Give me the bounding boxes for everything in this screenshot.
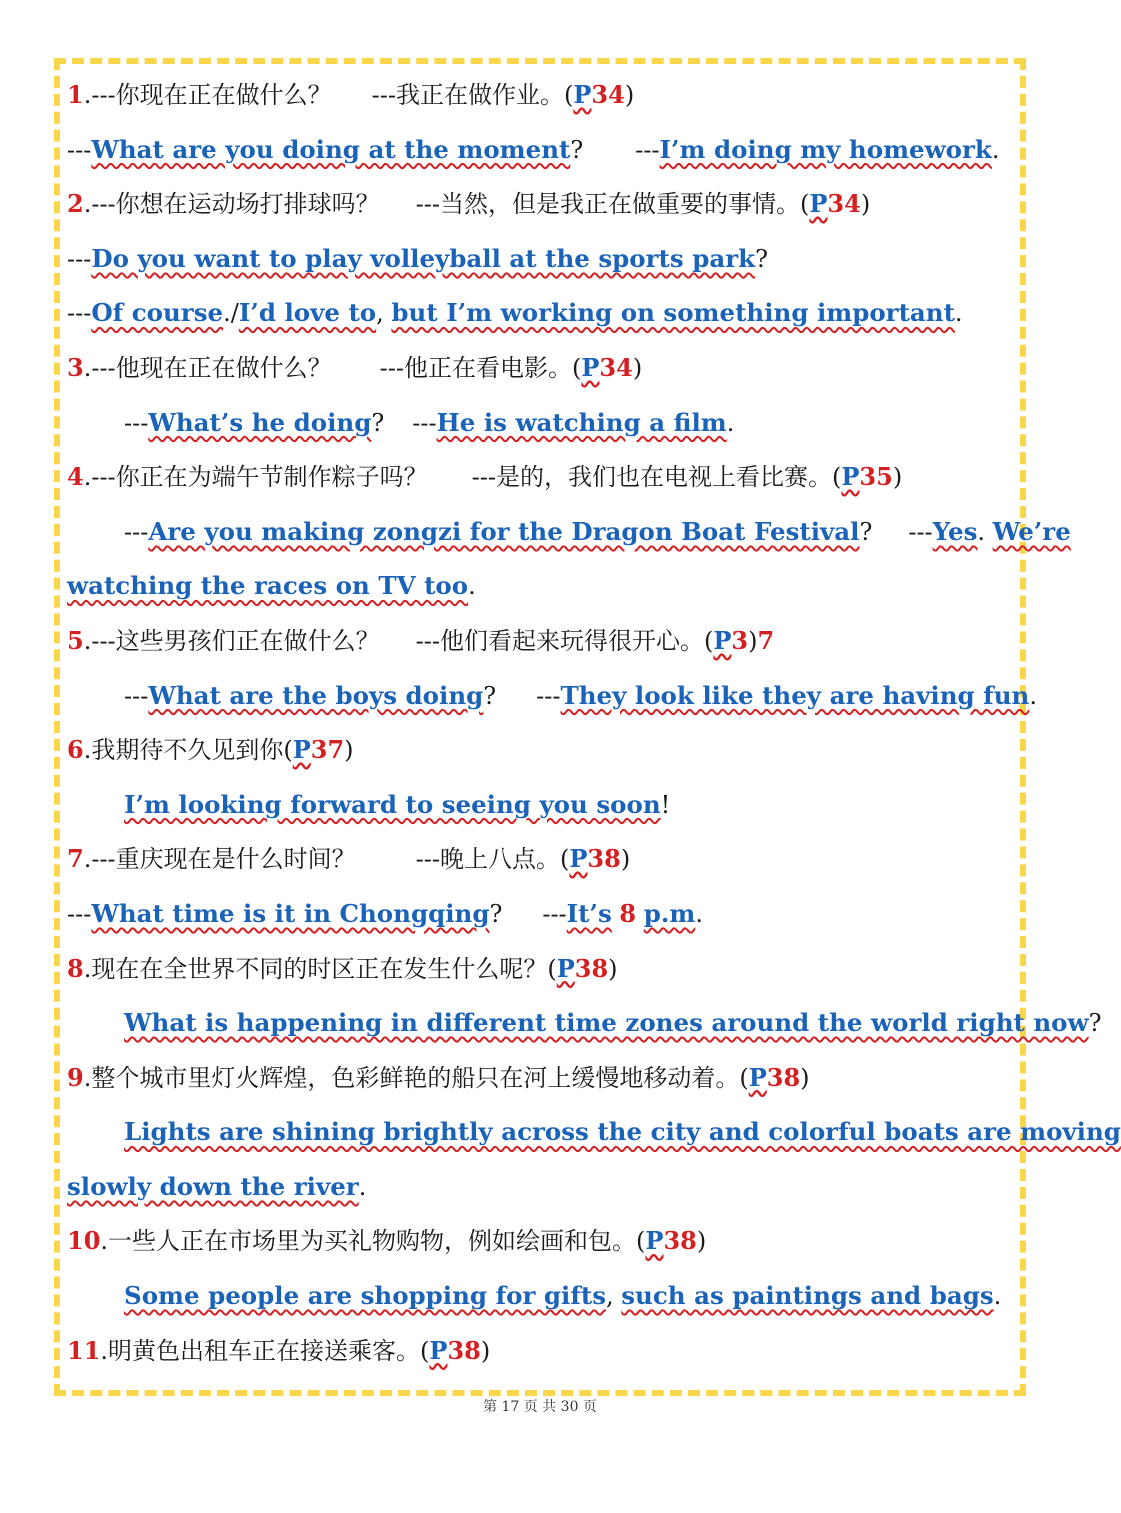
item-9-chinese: 9.整个城市里灯火辉煌，色彩鲜艳的船只在河上缓慢地移动着。(P38) xyxy=(67,1062,810,1092)
page-ref-letter: P xyxy=(809,189,828,219)
chinese-question: .---这些男孩们正在做什么？ xyxy=(83,626,380,655)
page-ref-letter: P xyxy=(292,735,311,765)
item-number: 8 xyxy=(67,953,84,983)
english-answer-yes: Yes xyxy=(932,516,978,546)
english-answer: He is watching a film xyxy=(436,407,727,437)
page-footer: 第 17 页 共 30 页 xyxy=(483,1399,597,1415)
page-ref-letter: P xyxy=(748,1062,767,1092)
item-10-chinese: 10.一些人正在市场里为买礼物购物，例如绘画和包。(P38) xyxy=(67,1226,707,1256)
english-answer: They look like they are having fun xyxy=(560,680,1030,710)
item-7-english: ---What time is it in Chongqing? ---It’s 8 p.m. xyxy=(67,898,703,928)
item-2-english-question: ---Do you want to play volleyball at the sports park? xyxy=(67,243,768,273)
page-ref-letter: P xyxy=(581,352,600,382)
chinese-sentence: .一些人正在市场里为买礼物购物，例如绘画和包。 xyxy=(100,1227,637,1256)
chinese-answer: ---是的，我们也在电视上看比赛。 xyxy=(471,463,832,492)
page-ref-number: 38 xyxy=(663,1226,697,1256)
page-ref-number: 34 xyxy=(591,80,625,109)
page-ref-letter: P xyxy=(841,462,860,492)
english-sentence: I’m looking forward to seeing you soon xyxy=(124,789,661,819)
item-number: 7 xyxy=(67,844,84,874)
page-ref-number: 34 xyxy=(599,352,633,382)
page-ref-number: 38 xyxy=(447,1335,481,1365)
page-ref-letter: P xyxy=(556,953,575,983)
english-answer: I’m doing my homework xyxy=(659,134,992,164)
item-number: 2 xyxy=(67,189,84,219)
english-answer-part3: but I’m working on something important xyxy=(391,298,955,328)
page-ref-letter: P xyxy=(645,1226,664,1256)
item-3-english: ---What’s he doing? ---He is watching a film. xyxy=(124,407,735,437)
chinese-answer: ---晚上八点。 xyxy=(415,845,560,874)
item-1-chinese: 1.---你现在正在做什么？ ---我正在做作业。(P34) xyxy=(67,80,635,109)
english-question: What time is it in Chongqing xyxy=(91,898,490,928)
item-number: 6 xyxy=(67,735,84,765)
page-ref-letter: P xyxy=(429,1335,448,1365)
english-sentence-end: slowly down the river xyxy=(67,1171,359,1201)
english-sentence: Lights are shining brightly across the city and colorful boats are moving xyxy=(124,1117,1121,1147)
item-number: 3 xyxy=(67,352,84,382)
english-answer-time: p.m xyxy=(643,898,696,928)
page-ref-number: 38 xyxy=(574,953,609,983)
chinese-sentence: .现在在全世界不同的时区正在发生什么呢？ xyxy=(83,954,548,983)
chinese-answer: ---当然，但是我正在做重要的事情。 xyxy=(415,190,800,219)
item-9-english xyxy=(67,1105,1121,1160)
item-6-chinese: 6.我期待不久见到你(P37) xyxy=(67,735,354,765)
item-1-english: ---What are you doing at the moment? ---I’m doing my homework. xyxy=(67,134,1000,164)
item-2-chinese: 2.---你想在运动场打排球吗？ ---当然，但是我正在做重要的事情。(P34) xyxy=(67,189,871,219)
item-8-chinese: 8.现在在全世界不同的时区正在发生什么呢？(P38) xyxy=(67,953,618,983)
page-ref-number: 34 xyxy=(827,189,861,219)
english-question: Are you making zongzi for the Dragon Boat Festival xyxy=(148,516,860,546)
english-sentence: Some people are shopping for gifts xyxy=(124,1281,606,1311)
chinese-answer: ---我正在做作业。 xyxy=(371,81,564,109)
english-answer-number: 8 xyxy=(619,898,637,928)
english-answer-end: watching the races on TV too xyxy=(67,571,469,601)
chinese-question: .---你现在正在做什么？ xyxy=(83,81,332,109)
item-number: 4 xyxy=(67,462,84,492)
english-question: What’s he doing xyxy=(148,407,372,437)
item-4-chinese: 4.---你正在为端午节制作粽子吗？ ---是的，我们也在电视上看比赛。(P35) xyxy=(67,462,903,492)
english-question: Do you want to play volleyball at the sports park xyxy=(91,243,756,273)
item-5-chinese: 5.---这些男孩们正在做什么？ ---他们看起来玩得很开心。(P3)7 xyxy=(67,625,775,655)
chinese-sentence: .明黄色出租车正在接送乘客。 xyxy=(100,1336,421,1365)
english-sentence-end: such as paintings and bags xyxy=(621,1281,994,1311)
english-question: What are you doing at the moment xyxy=(91,134,571,164)
item-6-english: I’m looking forward to seeing you soon! xyxy=(124,789,671,819)
page-ref-number: 37 xyxy=(310,735,345,765)
english-answer: It’s xyxy=(566,898,612,928)
chinese-question: .---他现在正在做什么？ xyxy=(83,353,332,382)
item-5-english: ---What are the boys doing? ---They look like they are having fun. xyxy=(124,680,1037,710)
item-3-chinese: 3.---他现在正在做什么？ ---他正在看电影。(P34) xyxy=(67,352,643,382)
chinese-question: .---你正在为端午节制作粽子吗？ xyxy=(83,463,428,492)
item-number: 11 xyxy=(67,1335,101,1365)
chinese-question: .---你想在运动场打排球吗？ xyxy=(83,190,380,219)
page-ref-number: 3 xyxy=(731,625,749,655)
chinese-sentence: .我期待不久见到你 xyxy=(83,736,284,765)
page-ref-number: 38 xyxy=(587,844,621,874)
item-11-chinese: 11.明黄色出租车正在接送乘客。(P38) xyxy=(67,1335,491,1365)
item-4-english: ---Are you making zongzi for the Dragon Boat Festival? ---Yes. We’re xyxy=(124,516,1071,546)
page-ref-number: 38 xyxy=(766,1062,801,1092)
item-2-english-answer: ---Of course./I’d love to, but I’m working on something important. xyxy=(67,298,963,328)
exercise-content xyxy=(67,68,1121,1378)
page-ref-letter: P xyxy=(713,625,732,655)
english-question: What are the boys doing xyxy=(148,680,484,710)
page-ref-number: 35 xyxy=(859,462,893,492)
item-10-english: Some people are shopping for gifts, such as paintings and bags. xyxy=(124,1281,1002,1311)
english-answer-continued: We’re xyxy=(992,516,1071,546)
item-number: 10 xyxy=(67,1226,101,1256)
chinese-answer: ---他正在看电影。 xyxy=(379,353,572,382)
item-number: 1 xyxy=(67,80,84,109)
chinese-sentence: .整个城市里灯火辉煌，色彩鲜艳的船只在河上缓慢地移动着。 xyxy=(83,1063,740,1092)
item-7-chinese: 7.---重庆现在是什么时间？ ---晚上八点。(P38) xyxy=(67,844,631,874)
page-ref-tail: 7 xyxy=(757,625,775,655)
page-ref-letter: P xyxy=(573,80,592,109)
item-4-english-continued: watching the races on TV too. xyxy=(67,571,476,601)
chinese-question: .---重庆现在是什么时间？ xyxy=(83,845,356,874)
item-8-english: What is happening in different time zones around the world right now? xyxy=(124,1008,1102,1038)
english-answer-part1: Of course xyxy=(91,298,224,328)
english-sentence: What is happening in different time zones around the world right now xyxy=(124,1008,1089,1038)
page-ref-letter: P xyxy=(569,844,588,874)
item-9-english-continued: slowly down the river. xyxy=(67,1171,367,1201)
item-number: 5 xyxy=(67,625,84,655)
english-answer-part2: I’d love to xyxy=(238,298,377,328)
chinese-answer: ---他们看起来玩得很开心。 xyxy=(415,626,704,655)
item-number: 9 xyxy=(67,1062,84,1092)
